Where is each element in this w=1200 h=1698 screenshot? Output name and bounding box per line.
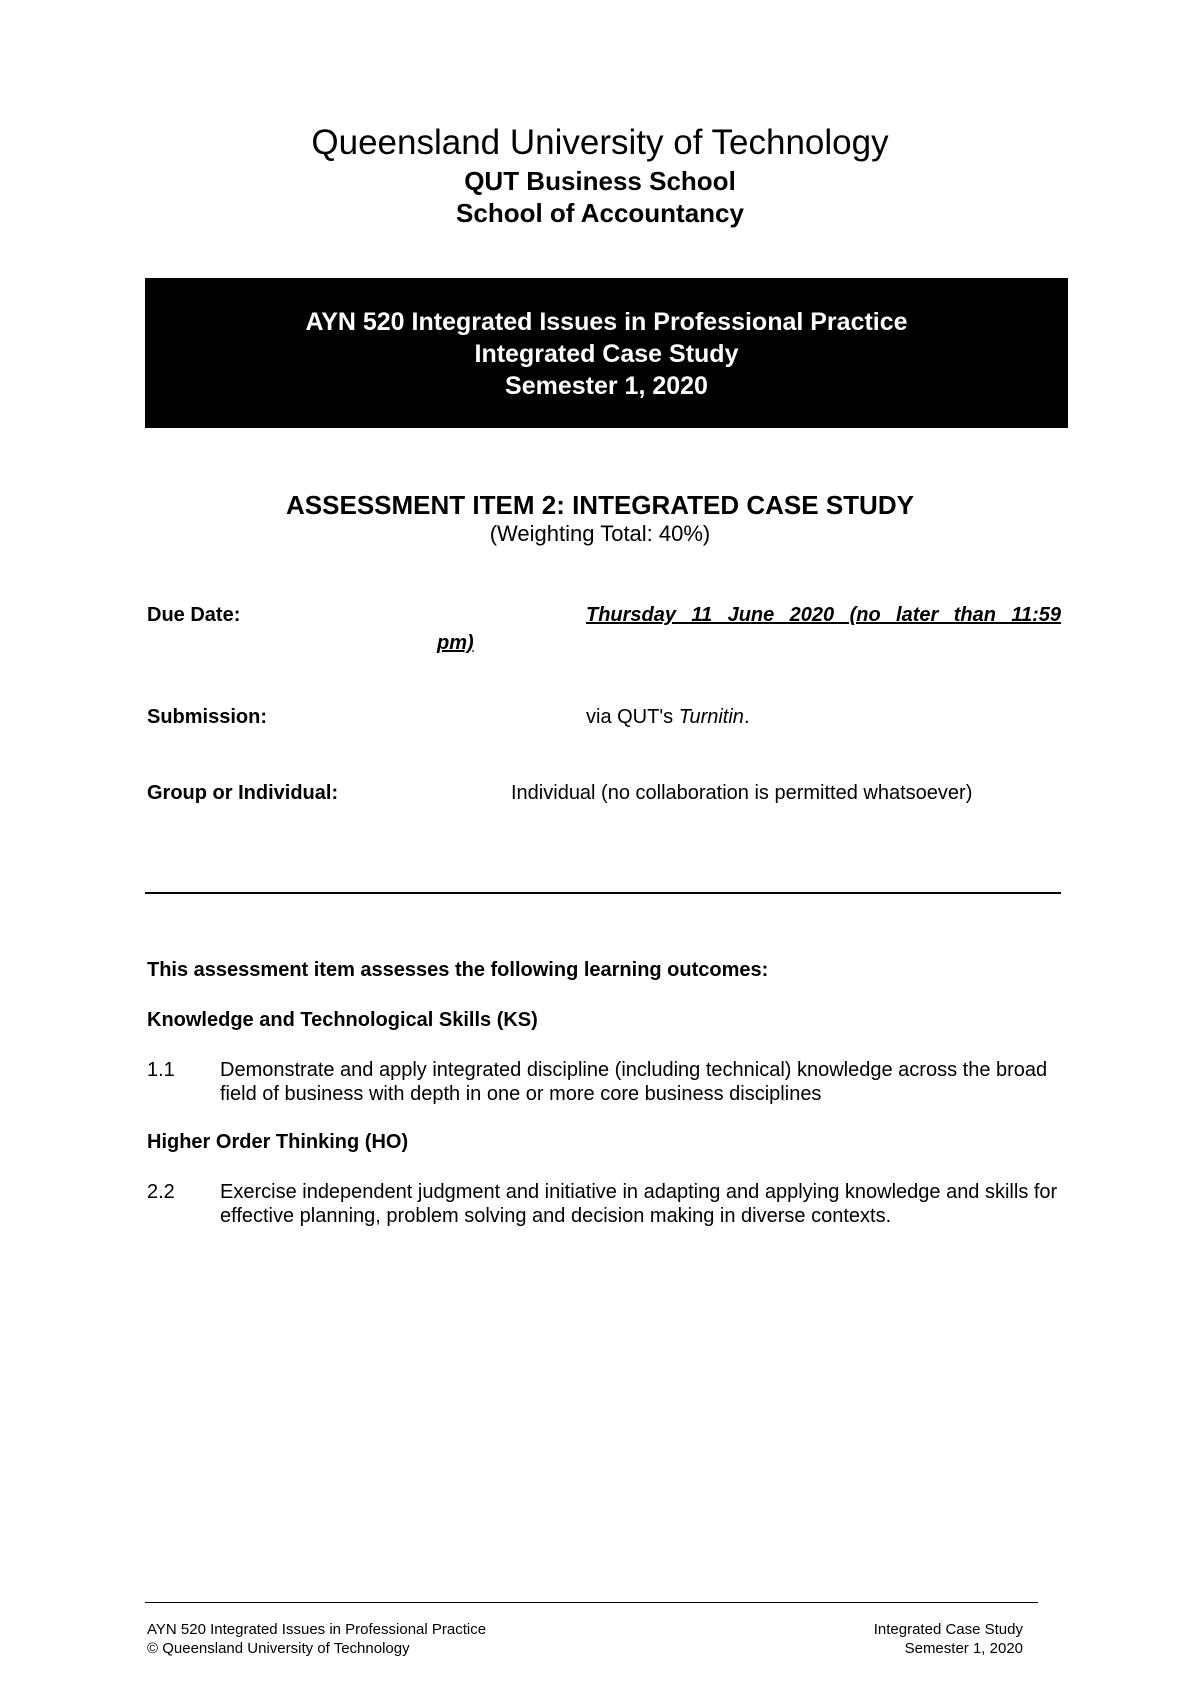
due-date-label: Due Date: [147, 604, 241, 626]
footer-semester: Semester 1, 2020 [904, 1640, 1023, 1657]
due-date-value: Thursday 11 June 2020 (no later than 11:59 [586, 604, 1061, 626]
footer-copyright: © Queensland University of Technology [147, 1640, 410, 1657]
assessment-weighting: (Weighting Total: 40%) [489, 521, 711, 546]
footer-divider [145, 1602, 1038, 1603]
outcome-text-ho: Exercise independent judgment and initiative in adapting and applying knowledge and skills for effective planning, problem solving and decision making in diverse contexts. [220, 1181, 1058, 1227]
footer-item: Integrated Case Study [873, 1621, 1023, 1638]
submission-platform: Turnitin [678, 706, 744, 728]
outcome-heading-ks: Knowledge and Technological Skills (KS) [147, 1009, 538, 1031]
group-individual-value: Individual (no collaboration is permitted whatsoever) [511, 782, 973, 804]
outcomes-intro: This assessment item assesses the following learning outcomes: [147, 959, 769, 981]
assessment-title: ASSESSMENT ITEM 2: INTEGRATED CASE STUDY [286, 490, 914, 520]
section-divider [145, 892, 1061, 894]
department-name: School of Accountancy [456, 198, 744, 228]
outcome-text-ks: Demonstrate and apply integrated discipline (including technical) knowledge across the broad field of business with depth in one or more core business disciplines [220, 1059, 1048, 1105]
submission-prefix: via QUT's [586, 706, 679, 728]
outcome-number-ho: 2.2 [147, 1181, 175, 1203]
school-name: QUT Business School [464, 166, 736, 196]
submission-label: Submission: [147, 706, 268, 728]
banner-unit-title: AYN 520 Integrated Issues in Professional Practice [305, 308, 908, 336]
outcome-heading-ho: Higher Order Thinking (HO) [147, 1131, 409, 1153]
due-date-value-continued: pm) [437, 632, 474, 654]
banner-semester: Semester 1, 2020 [505, 372, 708, 400]
submission-value [586, 704, 750, 730]
unit-banner [145, 278, 1068, 428]
submission-suffix: . [743, 706, 750, 728]
footer-unit: AYN 520 Integrated Issues in Professional Practice [147, 1621, 487, 1638]
banner-item-title: Integrated Case Study [474, 340, 739, 368]
outcome-number-ks: 1.1 [147, 1059, 175, 1081]
group-individual-label: Group or Individual: [147, 782, 339, 804]
university-title: Queensland University of Technology [311, 123, 889, 162]
